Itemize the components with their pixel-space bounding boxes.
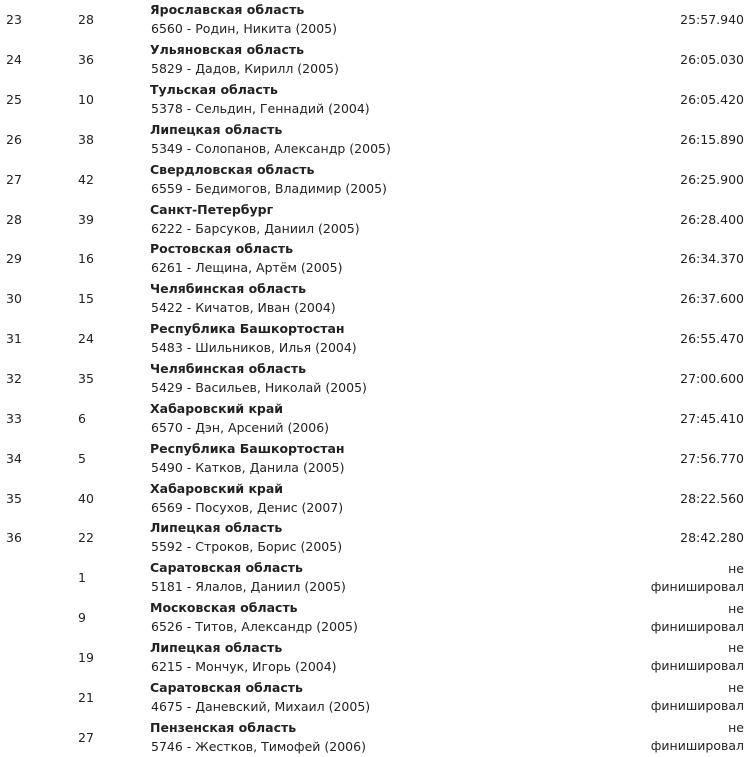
table-row bbox=[0, 40, 750, 80]
bib-number-cell: 15 bbox=[78, 291, 94, 307]
athlete-cell bbox=[150, 159, 570, 199]
result-cell bbox=[570, 677, 750, 717]
athlete-name: 6215 - Мончук, Игорь (2004) bbox=[151, 658, 337, 674]
region-name: Санкт-Петербург bbox=[150, 201, 274, 217]
bib-number-cell: 19 bbox=[78, 649, 94, 665]
table-row bbox=[0, 359, 750, 399]
bib-number-cell: 40 bbox=[78, 490, 94, 506]
athlete-name: 6559 - Бедимогов, Владимир (2005) bbox=[151, 180, 387, 196]
region-name: Липецкая область bbox=[150, 520, 283, 536]
bib-number-cell: 6 bbox=[78, 410, 86, 426]
place-cell: 23 bbox=[6, 12, 22, 28]
bib-number-cell: 28 bbox=[78, 12, 94, 28]
bib-number-cell: 24 bbox=[78, 331, 94, 347]
result-cell: 26:05.030 bbox=[680, 52, 744, 68]
athlete-name: 5181 - Ялалов, Даниил (2005) bbox=[151, 579, 346, 595]
table-row bbox=[0, 279, 750, 319]
result-cell bbox=[570, 638, 750, 678]
place-cell: 33 bbox=[6, 410, 22, 426]
result-cell: 26:05.420 bbox=[680, 92, 744, 108]
result-cell: 26:55.470 bbox=[680, 331, 744, 347]
region-name: Саратовская область bbox=[150, 560, 303, 576]
dnf-status-line2: финишировал bbox=[650, 578, 744, 594]
table-row bbox=[0, 518, 750, 558]
athlete-name: 5829 - Дадов, Кирилл (2005) bbox=[151, 61, 339, 77]
bib-number-cell: 27 bbox=[78, 729, 94, 745]
place-cell: 28 bbox=[6, 211, 22, 227]
result-cell: 27:45.410 bbox=[680, 410, 744, 426]
athlete-name: 6222 - Барсуков, Даниил (2005) bbox=[151, 220, 360, 236]
athlete-cell bbox=[150, 80, 570, 120]
dnf-status-line2: финишировал bbox=[650, 738, 744, 754]
table-row bbox=[0, 717, 750, 757]
bib-number-cell: 38 bbox=[78, 131, 94, 147]
athlete-name: 5349 - Солопанов, Александр (2005) bbox=[151, 140, 391, 156]
bib-number-cell: 22 bbox=[78, 530, 94, 546]
place-cell: 30 bbox=[6, 291, 22, 307]
region-name: Хабаровский край bbox=[150, 480, 284, 496]
result-cell: 26:25.900 bbox=[680, 171, 744, 187]
result-cell: 26:15.890 bbox=[680, 131, 744, 147]
athlete-name: 5592 - Строков, Борис (2005) bbox=[151, 539, 343, 555]
athlete-cell bbox=[150, 319, 570, 359]
athlete-name: 5746 - Жестков, Тимофей (2006) bbox=[151, 738, 366, 754]
table-row bbox=[0, 438, 750, 478]
bib-number-cell: 10 bbox=[78, 92, 94, 108]
bib-number-cell: 21 bbox=[78, 689, 94, 705]
athlete-cell bbox=[150, 40, 570, 80]
table-row bbox=[0, 199, 750, 239]
athlete-cell bbox=[150, 359, 570, 399]
result-cell: 28:42.280 bbox=[680, 530, 744, 546]
table-row bbox=[0, 598, 750, 638]
place-cell: 27 bbox=[6, 171, 22, 187]
bib-number-cell: 39 bbox=[78, 211, 94, 227]
athlete-name: 6569 - Посухов, Денис (2007) bbox=[151, 499, 344, 515]
bib-number-cell: 9 bbox=[78, 610, 86, 626]
athlete-cell bbox=[150, 438, 570, 478]
athlete-cell bbox=[150, 717, 570, 757]
athlete-cell bbox=[150, 120, 570, 160]
table-row bbox=[0, 239, 750, 279]
region-name: Республика Башкортостан bbox=[150, 440, 345, 456]
region-name: Пензенская область bbox=[150, 719, 297, 735]
athlete-cell bbox=[150, 398, 570, 438]
table-row bbox=[0, 159, 750, 199]
table-row bbox=[0, 80, 750, 120]
place-cell: 36 bbox=[6, 530, 22, 546]
bib-number-cell: 42 bbox=[78, 171, 94, 187]
place-cell bbox=[0, 598, 75, 638]
bib-number-cell: 35 bbox=[78, 371, 94, 387]
bib-number-cell: 36 bbox=[78, 52, 94, 68]
athlete-cell bbox=[150, 598, 570, 638]
table-row bbox=[0, 319, 750, 359]
result-cell: 25:57.940 bbox=[680, 12, 744, 28]
result-cell: 26:28.400 bbox=[680, 211, 744, 227]
athlete-cell bbox=[150, 279, 570, 319]
region-name: Тульская область bbox=[150, 82, 278, 98]
athlete-cell bbox=[150, 478, 570, 518]
region-name: Ульяновская область bbox=[150, 42, 305, 58]
athlete-cell bbox=[150, 638, 570, 678]
table-row bbox=[0, 558, 750, 598]
table-row bbox=[0, 120, 750, 160]
region-name: Свердловская область bbox=[150, 161, 315, 177]
dnf-status-line2: финишировал bbox=[650, 618, 744, 634]
athlete-name: 5429 - Васильев, Николай (2005) bbox=[151, 380, 367, 396]
athlete-name: 6560 - Родин, Никита (2005) bbox=[151, 21, 338, 37]
place-cell bbox=[0, 558, 75, 598]
dnf-status-line1: не bbox=[728, 720, 744, 736]
region-name: Липецкая область bbox=[150, 639, 283, 655]
bib-number-cell: 16 bbox=[78, 251, 94, 267]
region-name: Ростовская область bbox=[150, 241, 294, 257]
athlete-name: 4675 - Даневский, Михаил (2005) bbox=[151, 698, 371, 714]
region-name: Челябинская область bbox=[150, 361, 307, 377]
result-cell: 27:56.770 bbox=[680, 450, 744, 466]
table-row bbox=[0, 478, 750, 518]
place-cell: 31 bbox=[6, 331, 22, 347]
dnf-status-line1: не bbox=[728, 560, 744, 576]
table-row bbox=[0, 398, 750, 438]
athlete-cell bbox=[150, 0, 570, 40]
athlete-cell bbox=[150, 239, 570, 279]
table-row bbox=[0, 638, 750, 678]
region-name: Республика Башкортостан bbox=[150, 321, 345, 337]
result-cell: 27:00.600 bbox=[680, 371, 744, 387]
place-cell: 34 bbox=[6, 450, 22, 466]
table-row bbox=[0, 677, 750, 717]
athlete-name: 5378 - Сельдин, Геннадий (2004) bbox=[151, 101, 370, 117]
region-name: Ярославская область bbox=[150, 2, 305, 18]
athlete-name: 5490 - Катков, Данила (2005) bbox=[151, 459, 345, 475]
place-cell: 25 bbox=[6, 92, 22, 108]
athlete-name: 6570 - Дэн, Арсений (2006) bbox=[151, 419, 330, 435]
athlete-name: 6526 - Титов, Александр (2005) bbox=[151, 619, 358, 635]
place-cell: 35 bbox=[6, 490, 22, 506]
athlete-cell bbox=[150, 199, 570, 239]
athlete-name: 5422 - Кичатов, Иван (2004) bbox=[151, 300, 336, 316]
result-cell bbox=[570, 717, 750, 757]
result-cell: 28:22.560 bbox=[680, 490, 744, 506]
region-name: Челябинская область bbox=[150, 281, 307, 297]
athlete-cell bbox=[150, 558, 570, 598]
result-cell: 26:37.600 bbox=[680, 291, 744, 307]
place-cell bbox=[0, 638, 75, 678]
athlete-cell bbox=[150, 677, 570, 717]
table-row bbox=[0, 0, 750, 40]
place-cell: 32 bbox=[6, 371, 22, 387]
place-cell: 29 bbox=[6, 251, 22, 267]
region-name: Саратовская область bbox=[150, 679, 303, 695]
region-name: Московская область bbox=[150, 600, 298, 616]
place-cell: 26 bbox=[6, 131, 22, 147]
athlete-name: 6261 - Лещина, Артём (2005) bbox=[151, 260, 343, 276]
athlete-name: 5483 - Шильников, Илья (2004) bbox=[151, 340, 357, 356]
place-cell bbox=[0, 677, 75, 717]
result-cell bbox=[570, 558, 750, 598]
athlete-cell bbox=[150, 518, 570, 558]
bib-number-cell: 1 bbox=[78, 570, 86, 586]
dnf-status-line2: финишировал bbox=[650, 698, 744, 714]
result-cell: 26:34.370 bbox=[680, 251, 744, 267]
dnf-status-line1: не bbox=[728, 600, 744, 616]
result-cell bbox=[570, 598, 750, 638]
dnf-status-line1: не bbox=[728, 640, 744, 656]
bib-number-cell: 5 bbox=[78, 450, 86, 466]
region-name: Хабаровский край bbox=[150, 400, 284, 416]
dnf-status-line2: финишировал bbox=[650, 658, 744, 674]
place-cell: 24 bbox=[6, 52, 22, 68]
dnf-status-line1: не bbox=[728, 680, 744, 696]
region-name: Липецкая область bbox=[150, 121, 283, 137]
place-cell bbox=[0, 717, 75, 757]
